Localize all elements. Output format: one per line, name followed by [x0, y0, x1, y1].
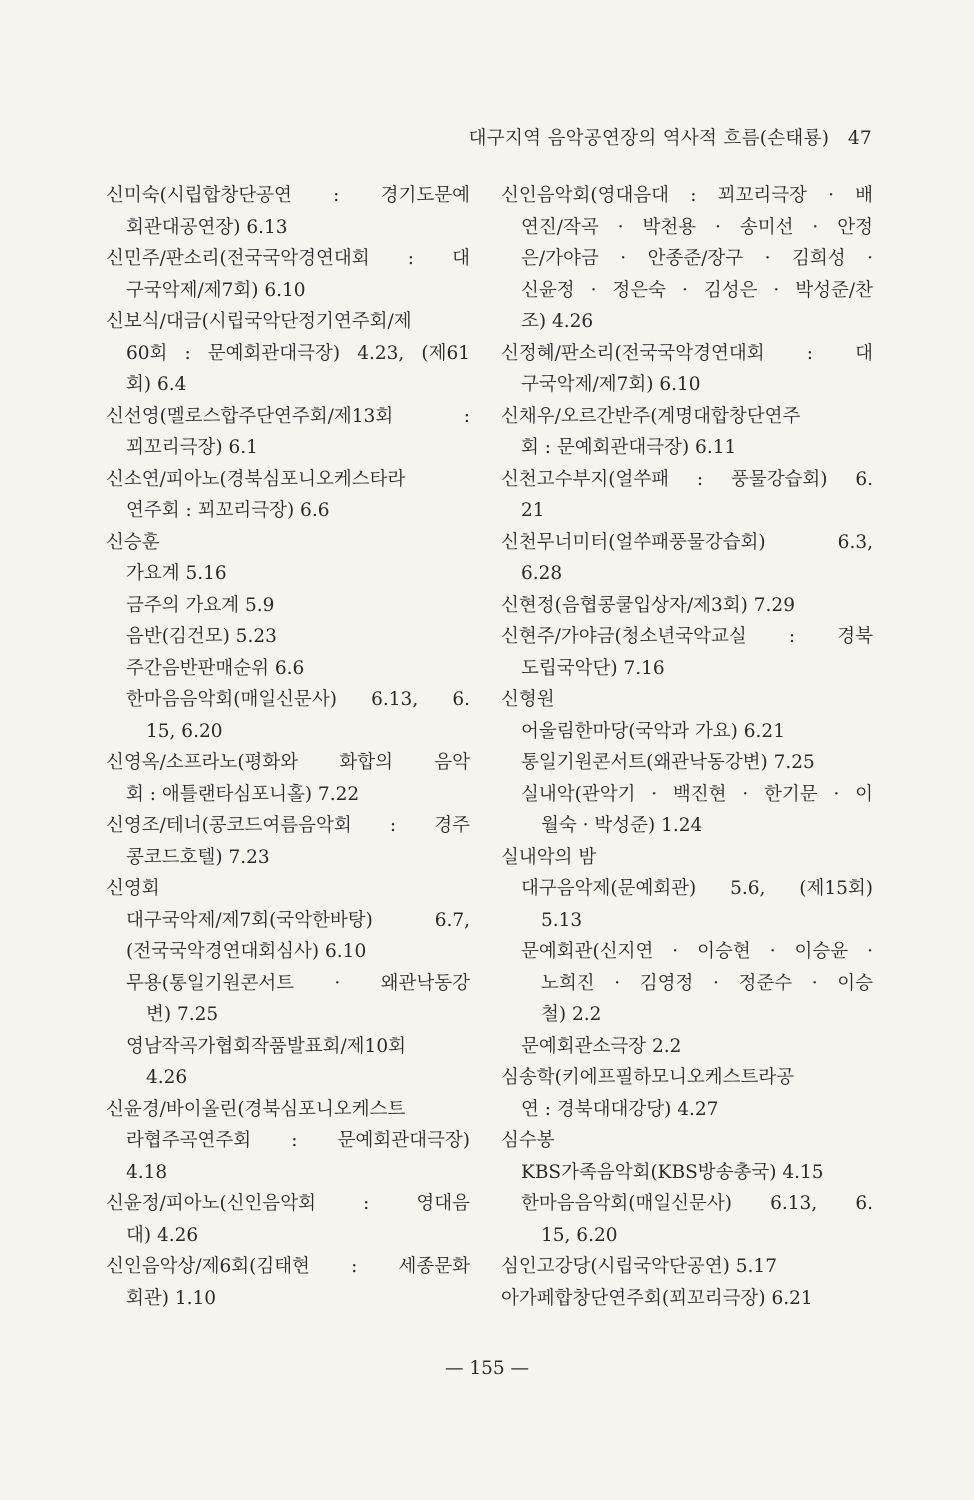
index-line: 어울림한마당(국악과 가요) 6.21 — [521, 720, 785, 742]
index-line: 신인음악회(영대음대 : 꾀꼬리극장 · 배 — [501, 185, 873, 206]
index-line: (전국국악경연대회심사) 6.10 — [126, 941, 367, 962]
index-line: 한마음음악회(매일신문사) 6.13, 6. — [521, 1193, 873, 1214]
index-line: 신천고수부지(얼쑤패 : 풍물강습회) 6. — [501, 468, 873, 490]
index-line: 구국악제/제7회) 6.10 — [521, 374, 701, 395]
index-line: 신영회 — [106, 878, 160, 899]
index-line: 대구국악제/제7회(국악한바탕) 6.7, — [126, 909, 470, 931]
index-column-right — [501, 180, 873, 1314]
index-line: 회관) 1.10 — [126, 1287, 217, 1309]
index-line: 회관대공연장) 6.13 — [126, 216, 288, 238]
index-line: 실내악(관악기 · 백진현 · 한기문 · 이 — [521, 783, 873, 805]
index-line: 구국악제/제7회) 6.10 — [126, 279, 306, 301]
index-line: 신영옥/소프라노(평화와 화합의 음악 — [106, 752, 470, 773]
index-line: 음반(김건모) 5.23 — [126, 626, 277, 647]
index-line: 60회 : 문예회관대극장) 4.23, (제61 — [126, 342, 470, 364]
index-line: 신현정(음협콩쿨입상자/제3회) 7.29 — [501, 594, 795, 616]
index-line: 월숙 · 박성준) 1.24 — [541, 815, 703, 836]
index-line: 대) 4.26 — [126, 1224, 199, 1246]
index-line: 신민주/판소리(전국국악경연대회 : 대 — [106, 248, 470, 269]
index-line: 신윤경/바이올린(경북심포니오케스트 — [106, 1098, 406, 1120]
index-line: 은/가야금 · 안종준/장구 · 김희성 · — [521, 248, 873, 269]
index-line: 라협주곡연주회 : 문예회관대극장) — [126, 1130, 470, 1151]
index-line: 노희진 · 김영정 · 정준수 · 이승 — [541, 972, 873, 994]
index-line: 실내악의 밤 — [501, 846, 597, 868]
index-line: 도립국악단) 7.16 — [521, 657, 665, 679]
index-column-left — [106, 180, 470, 1314]
running-title: 대구지역 음악공연장의 역사적 흐름(손태룡) — [468, 128, 830, 149]
index-line: 21 — [521, 500, 545, 521]
index-line: 신미숙(시립합창단공연 : 경기도문예 — [106, 185, 470, 206]
index-line: 콩코드호텔) 7.23 — [126, 846, 270, 868]
index-line: 15, 6.20 — [146, 720, 223, 742]
index-line: 가요계 5.16 — [126, 563, 227, 584]
index-line: 조) 4.26 — [521, 311, 594, 332]
index-line: 연주회 : 꾀꼬리극장) 6.6 — [126, 500, 330, 521]
index-line: 신정혜/판소리(전국국악경연대회 : 대 — [501, 342, 873, 364]
index-line: 금주의 가요계 5.9 — [126, 594, 275, 616]
index-line: 철) 2.2 — [541, 1004, 602, 1025]
index-line: 연 : 경북대대강당) 4.27 — [521, 1098, 719, 1120]
index-line: 문예회관(신지연 · 이승현 · 이승윤 · — [521, 941, 873, 962]
index-line: 심인고강당(시립국악단공연) 5.17 — [501, 1256, 777, 1277]
index-line: 신선영(멜로스합주단연주회/제13회 : — [106, 405, 470, 427]
index-line: 변) 7.25 — [146, 1004, 219, 1025]
index-line: 통일기원콘서트(왜관낙동강변) 7.25 — [521, 752, 815, 773]
index-line: 6.28 — [521, 563, 563, 584]
index-line: 영남작곡가협회작품발표회/제10회 — [126, 1035, 406, 1057]
index-line: 신영조/테너(콩코드여름음악회 : 경주 — [106, 815, 470, 836]
page-footer-number: — 155 — — [444, 1358, 530, 1379]
index-line: 신윤정/피아노(신인음악회 : 영대음 — [106, 1193, 470, 1214]
index-line: 신채우/오르간반주(계명대합창단연주 — [501, 405, 801, 427]
index-line: 신윤정 · 정은숙 · 김성은 · 박성준/찬 — [521, 279, 873, 301]
index-line: 아가페합창단연주회(꾀꼬리극장) 6.21 — [501, 1287, 813, 1309]
index-line: 회 : 문예회관대극장) 6.11 — [521, 437, 737, 458]
index-line: 연진/작곡 · 박천용 · 송미선 · 안정 — [521, 216, 873, 238]
index-line: 회 : 애틀랜타심포니홀) 7.22 — [126, 783, 360, 805]
index-line: 신승훈 — [106, 531, 160, 553]
index-line: 무용(통일기원콘서트 · 왜관낙동강 — [126, 972, 470, 994]
index-line: 대구음악제(문예회관) 5.6, (제15회) — [521, 878, 873, 899]
index-line: 신인음악상/제6회(김태현 : 세종문화 — [106, 1256, 470, 1277]
index-line: 5.13 — [541, 909, 583, 931]
index-line: 4.26 — [146, 1067, 188, 1088]
index-line: KBS가족음악회(KBS방송총국) 4.15 — [521, 1161, 824, 1183]
index-line: 문예회관소극장 2.2 — [521, 1035, 682, 1057]
index-line: 신형원 — [501, 689, 555, 710]
index-line: 주간음반판매순위 6.6 — [126, 657, 305, 679]
index-line: 심수봉 — [501, 1130, 555, 1151]
index-line: 신현주/가야금(청소년국악교실 : 경북 — [501, 626, 873, 647]
index-line: 신소연/피아노(경북심포니오케스타라 — [106, 468, 406, 490]
index-line: 심송학(키에프필하모니오케스트라공 — [501, 1067, 795, 1088]
header-page-number: 47 — [847, 128, 872, 149]
index-line: 4.18 — [126, 1161, 168, 1183]
index-line: 신천무너미터(얼쑤패풍물강습회) 6.3, — [501, 531, 873, 553]
running-header — [96, 124, 872, 150]
index-line: 신보식/대금(시립국악단정기연주회/제 — [106, 311, 412, 332]
index-line: 15, 6.20 — [541, 1224, 618, 1246]
index-line: 회) 6.4 — [126, 374, 187, 395]
index-line: 한마음음악회(매일신문사) 6.13, 6. — [126, 689, 470, 710]
index-line: 꾀꼬리극장) 6.1 — [126, 437, 258, 458]
